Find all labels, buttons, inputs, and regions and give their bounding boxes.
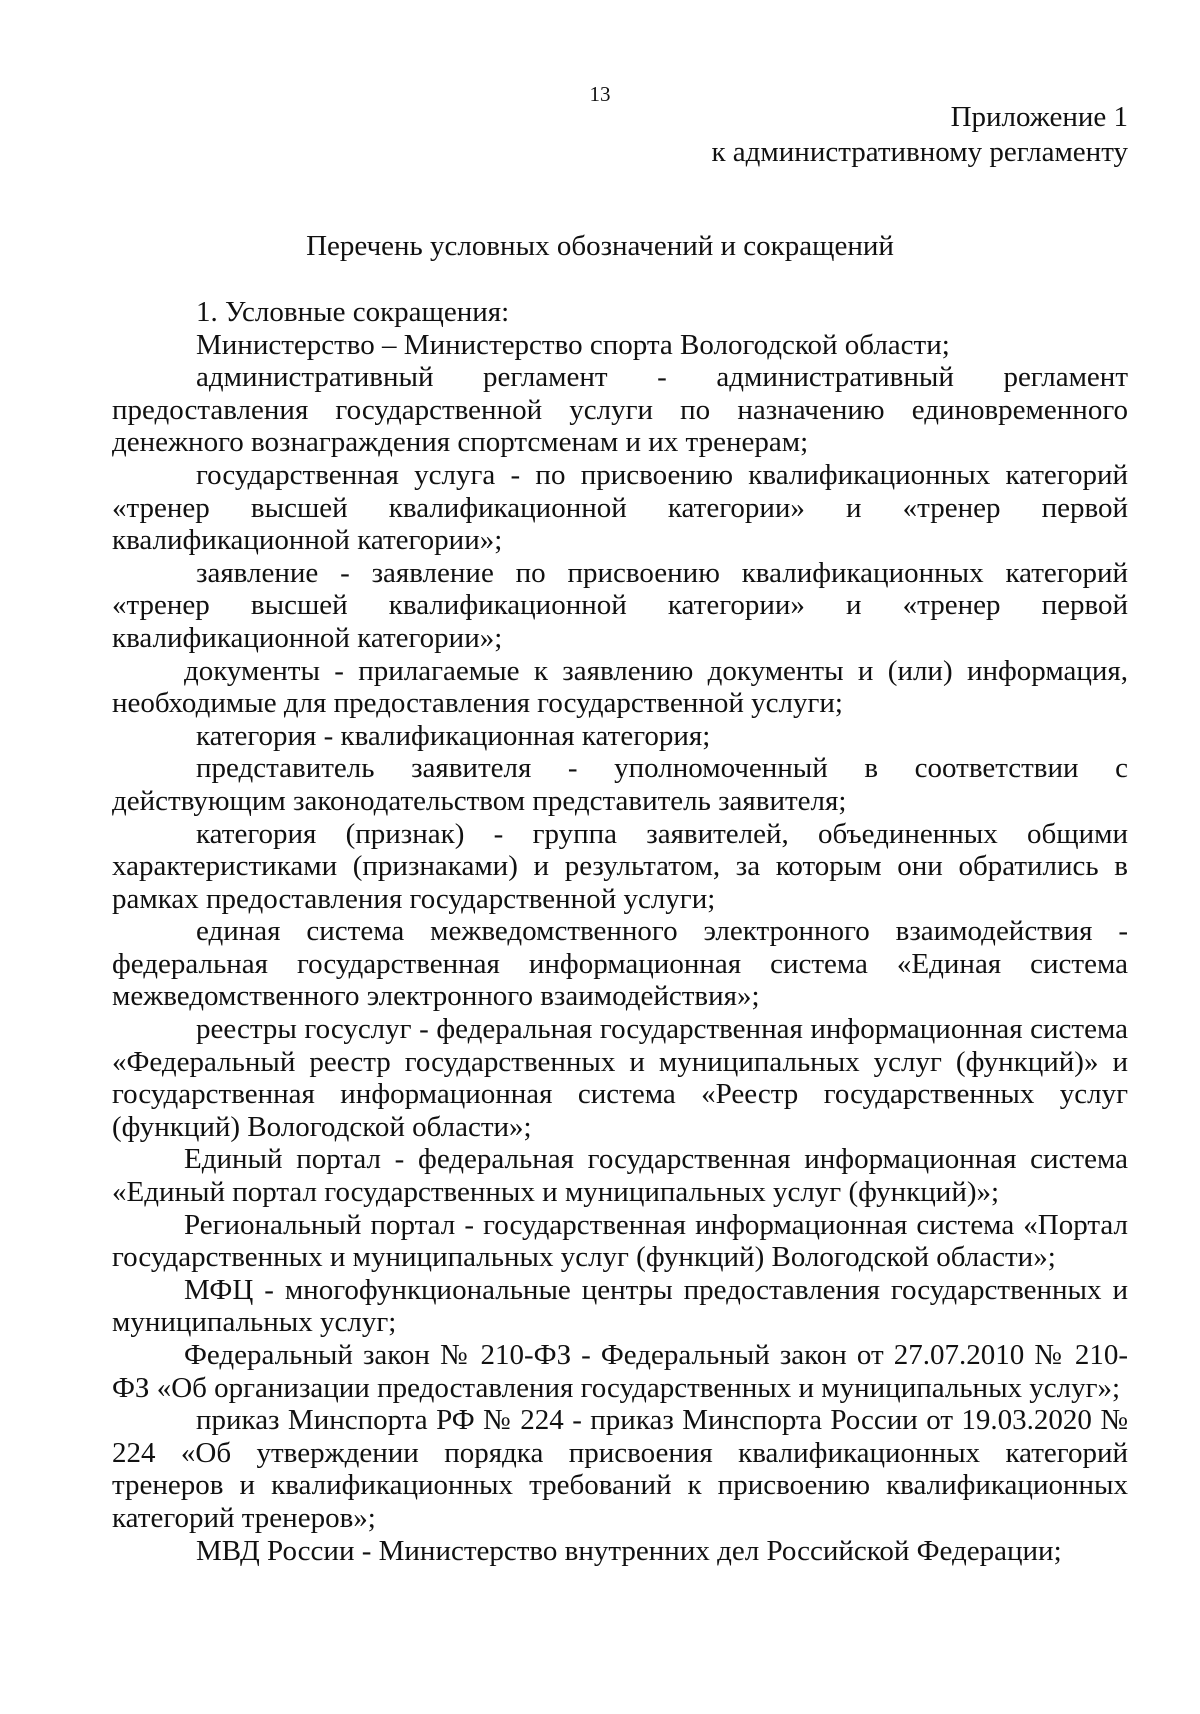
section-heading: 1. Условные сокращения: [196,296,510,328]
definition-mfc: МФЦ - многофункциональные центры предоставления государственных и муниципальных услуг; [112,1273,1128,1339]
document-body [112,296,1128,1567]
definition-admin-regulation: административный регламент - административный регламент предоставления государственной услуги по назначению единовременного денежного вознаграждения спортсменам и их тренерам; [112,361,1128,459]
definition-ministry: Министерство – Министерство спорта Вологодской области; [196,328,950,361]
page-number: 13 [589,82,611,106]
definition-state-service: государственная услуга - по присвоению квалификационных категорий «тренер высшей квалификационной категории» и «тренер первой квалификационной категории»; [112,458,1128,557]
definition-service-registers: реестры госуслуг - федеральная государственная информационная система «Федеральный реестр государственных и муниципальных услуг (функций)» и государственная информационная система «Реестр государственных услуг (функций) Вологодской области»; [112,1013,1128,1143]
definition-category-attribute: категория (признак) - группа заявителей, объединенных общими характеристиками (признаками) и результатом, за которым они обратились в рамках предоставления государственной услуги; [112,817,1128,915]
definition-documents: документы - прилагаемые к заявлению документы и (или) информация, необходимые для предоставления государственной услуги; [112,654,1128,720]
definition-category: категория - квалификационная категория; [196,719,711,752]
appendix-line-2: к административному регламенту [711,136,1128,168]
definition-order-224: приказ Минспорта РФ № 224 - приказ Минспорта России от 19.03.2020 № 224 «Об утверждении порядка присвоения квалификационных категорий тренеров и квалификационных требований к присвоению квалификационных категорий тренеров»; [112,1404,1128,1534]
definition-application: заявление - заявление по присвоению квалификационных категорий «тренер высшей квалификационной категории» и «тренер первой квалификационной категории»; [112,556,1128,654]
definition-federal-law-210: Федеральный закон № 210-ФЗ - Федеральный закон от 27.07.2010 № 210-ФЗ «Об организации предоставления государственных и муниципальных услуг»; [112,1339,1128,1404]
definition-representative: представитель заявителя - уполномоченный в соответствии с действующим законодательством представитель заявителя; [112,752,1128,817]
document-title: Перечень условных обозначений и сокращений [306,230,894,262]
definition-regional-portal: Региональный портал - государственная информационная система «Портал государственных и муниципальных услуг (функций) Вологодской области»; [112,1208,1128,1274]
appendix-line-1: Приложение 1 [950,101,1128,133]
definition-unified-portal: Единый портал - федеральная государственная информационная система «Единый портал государственных и муниципальных услуг (функций)»; [112,1143,1128,1209]
definition-mvd: МВД России - Министерство внутренних дел Российской Федерации; [196,1534,1062,1567]
appendix-header [711,100,1128,170]
definition-smev: единая система межведомственного электронного взаимодействия - федеральная государственная информационная система «Единая система межведомственного электронного взаимодействия»; [112,915,1128,1013]
